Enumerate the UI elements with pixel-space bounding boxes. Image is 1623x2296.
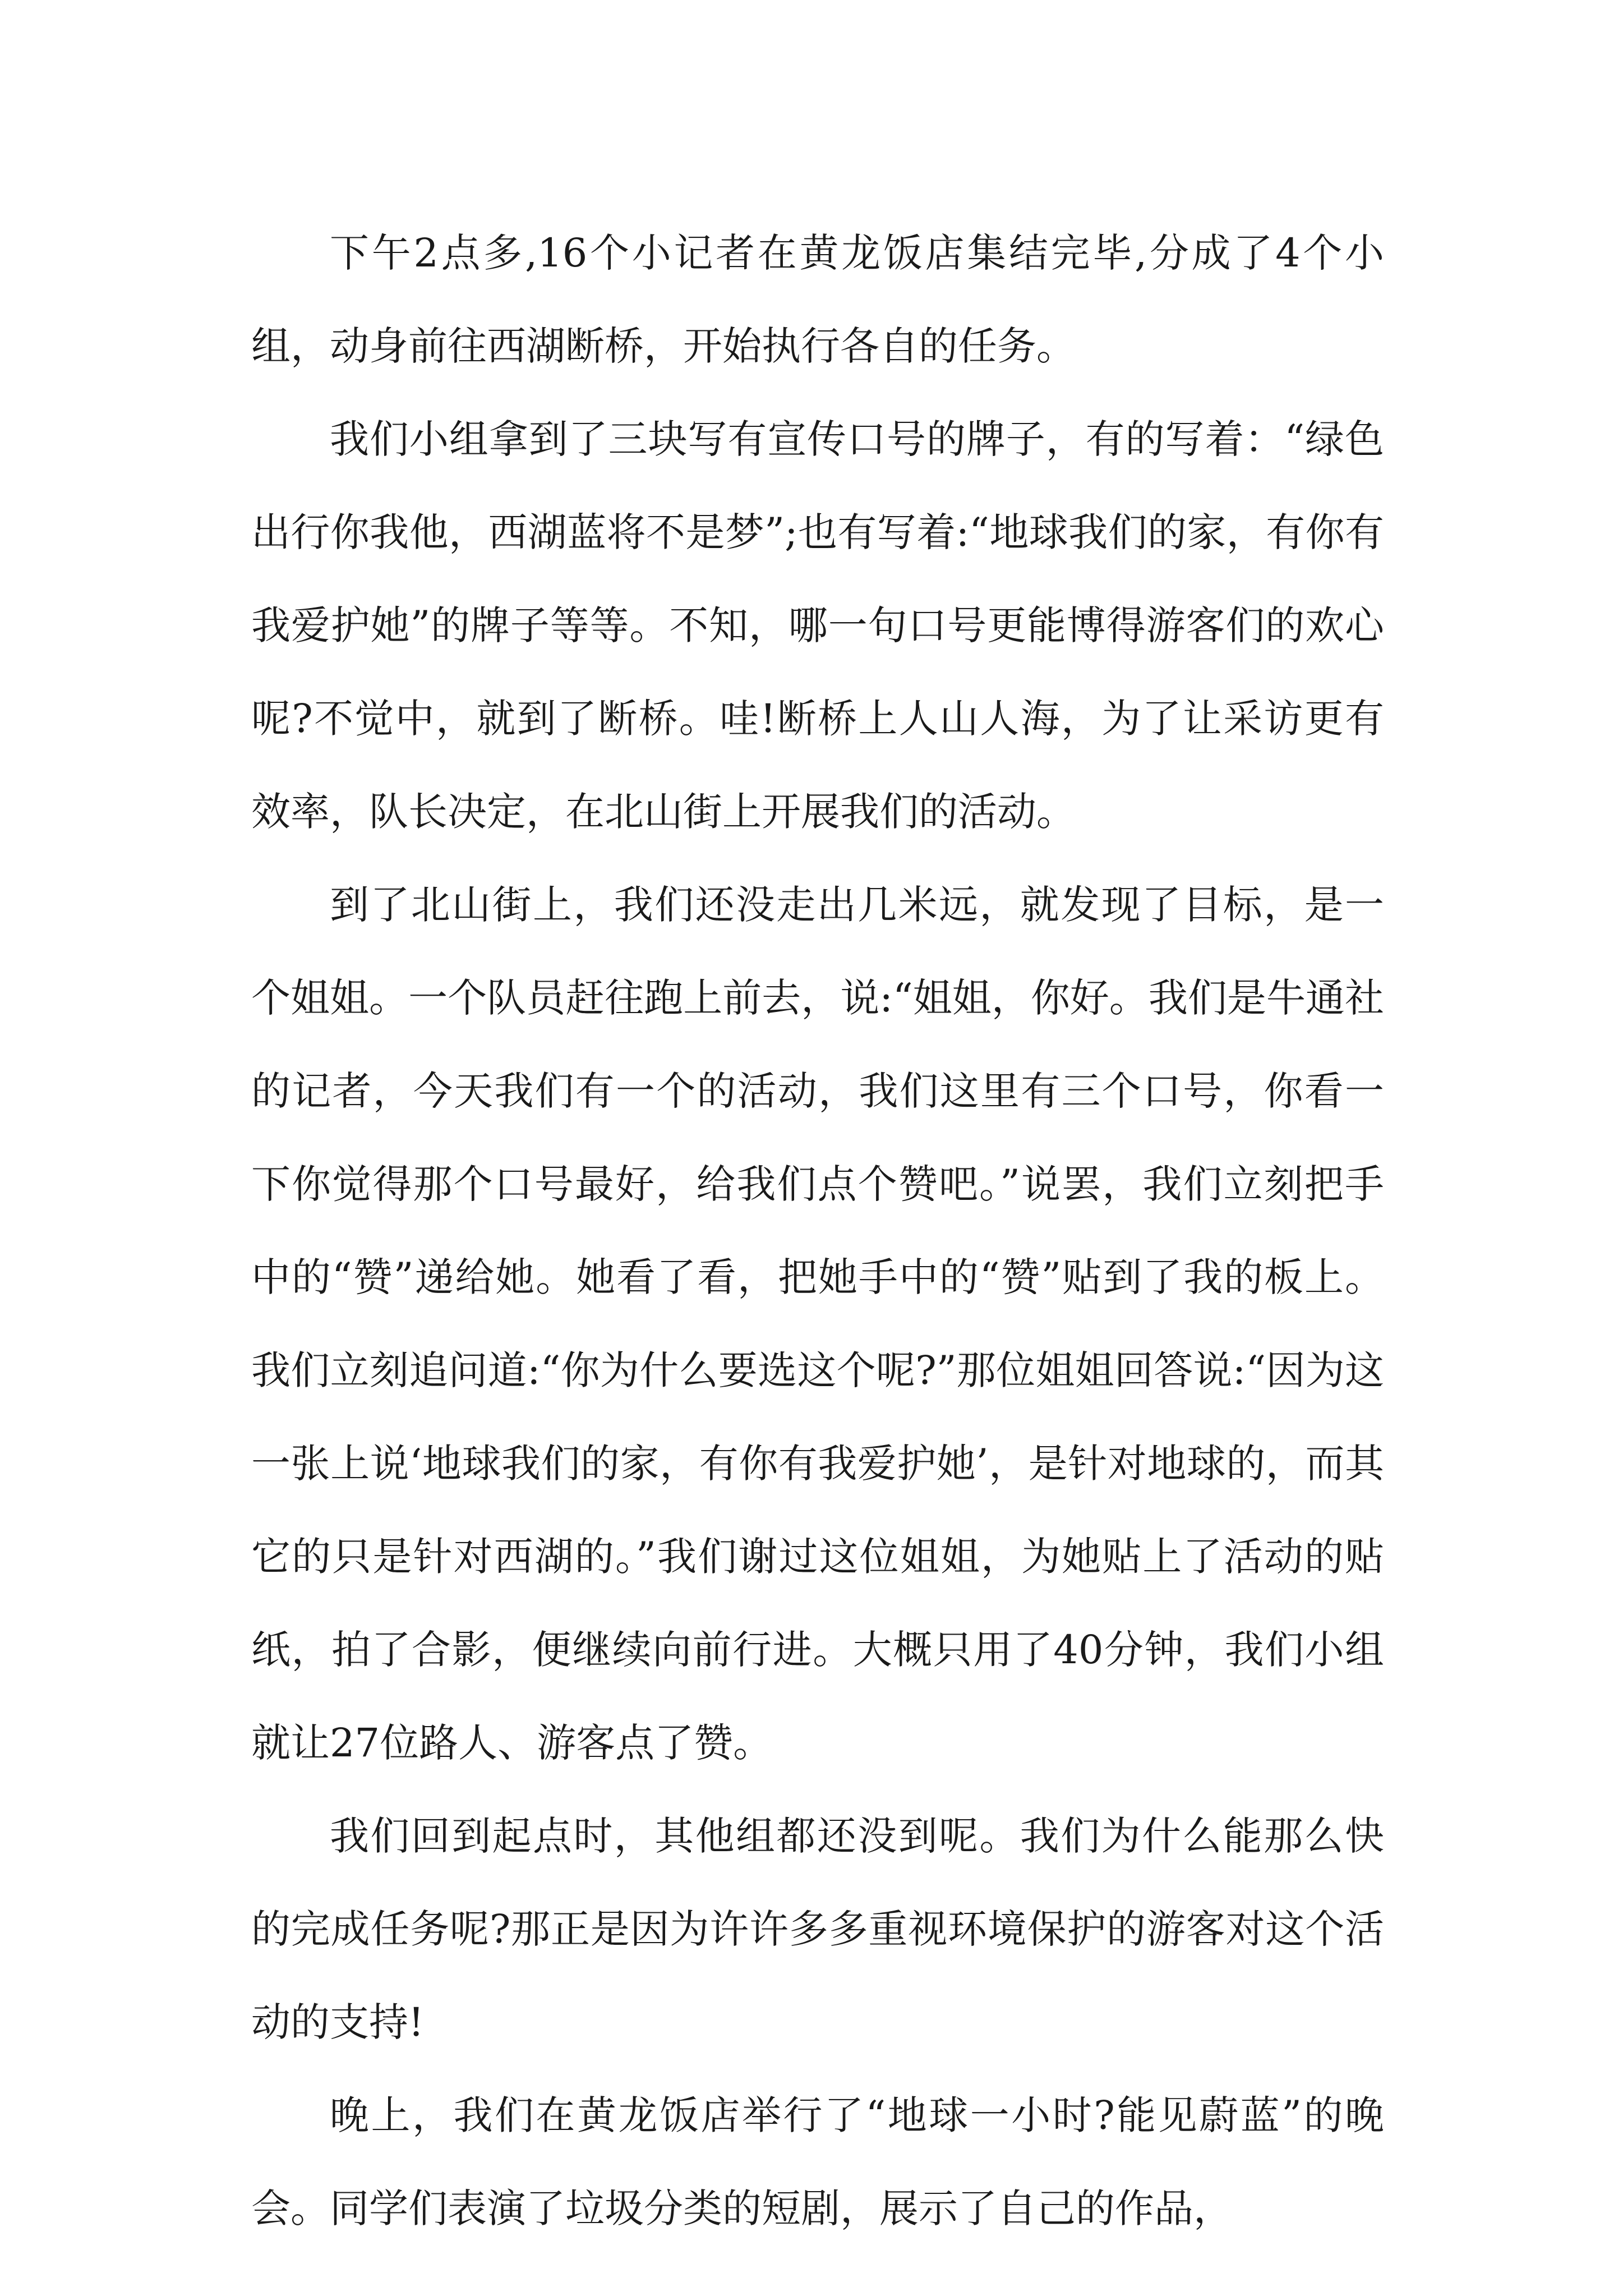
paragraph-3: 到了北山街上，我们还没走出几米远，就发现了目标，是一个姐姐。一个队员赶往跑上前去，说:“姐姐，你好。我们是牛通社的记者，今天我们有一个的活动，我们这里有三个口号，你看一下你觉得那个口号最好，给我们点个赞吧。”说罢，我们立刻把手中的“赞”递给她。她看了看，把她手中的“赞”贴到了我的板上。我们立刻追问道:“你为什么要选这个呢?”那位姐姐回答说:“因为这一张上说‘地球我们的家，有你有我爱护她’，是针对地球的，而其它的只是针对西湖的。”我们谢过这位姐姐，为她贴上了活动的贴纸，拍了合影，便继续向前行进。大概只用了40分钟，我们小组就让27位路人、游客点了赞。 (251, 882, 1384, 1766)
paragraph-4: 我们回到起点时，其他组都还没到呢。我们为什么能那么快的完成任务呢?那正是因为许许多多重视环境保护的游客对这个活动的支持! (251, 1813, 1384, 2045)
paragraph-2: 我们小组拿到了三块写有宣传口号的牌子，有的写着：“绿色出行你我他，西湖蓝将不是梦”;也有写着:“地球我们的家，有你有我爱护她”的牌子等等。不知，哪一句口号更能博得游客们的欢心呢?不觉中，就到了断桥。哇!断桥上人山人海，为了让采访更有效率，队长决定，在北山街上开展我们的活动。 (251, 416, 1384, 835)
paragraph-5: 晚上，我们在黄龙饭店举行了“地球一小时?能见蔚蓝”的晚会。同学们表演了垃圾分类的短剧，展示了自己的作品， (251, 2092, 1384, 2231)
paragraph-1: 下午2点多,16个小记者在黄龙饭店集结完毕,分成了4个小组，动身前往西湖断桥，开始执行各自的任务。 (251, 230, 1384, 369)
document-body (251, 206, 1384, 2255)
